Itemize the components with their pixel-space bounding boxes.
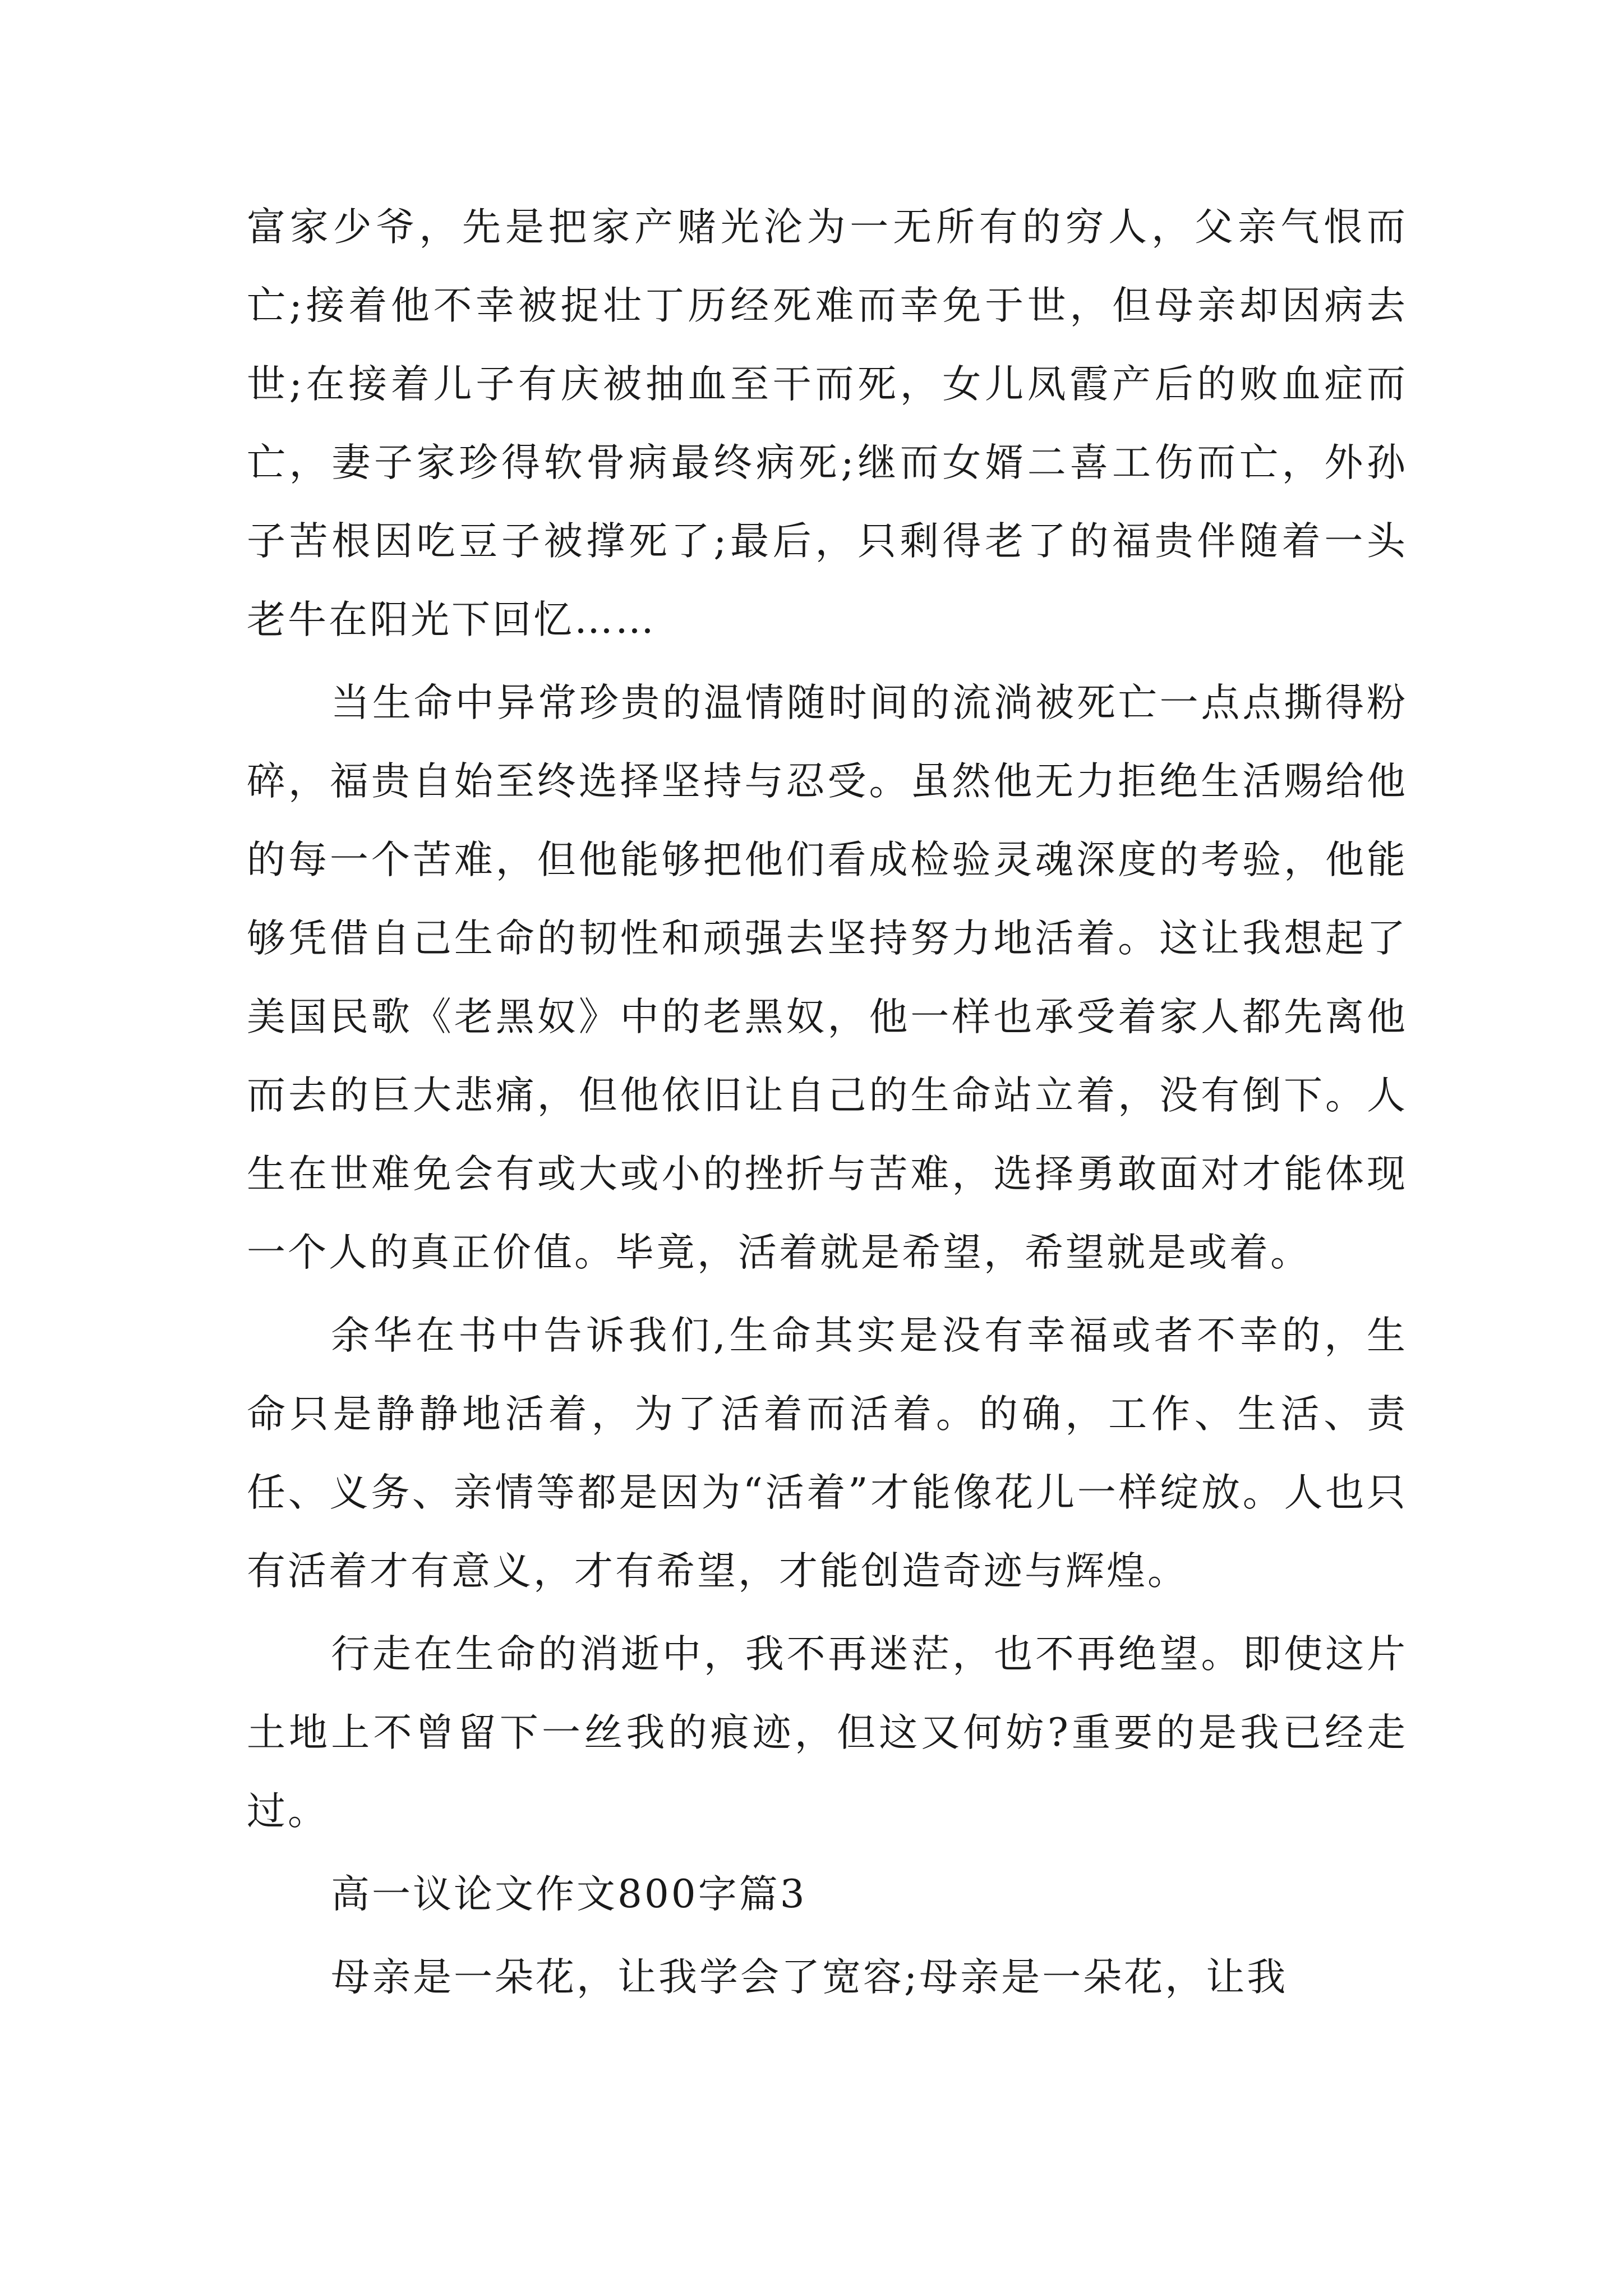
paragraph-walking-life: 行走在生命的消逝中，我不再迷茫，也不再绝望。即使这片土地上不曾留下一丝我的痕迹，但这又何妨?重要的是我已经走过。 xyxy=(247,1632,1408,1834)
paragraph-mother-flower: 母亲是一朵花，让我学会了宽容;母亲是一朵花，让我 xyxy=(331,1955,1288,2000)
section-heading: 高一议论文作文800字篇3 xyxy=(331,1872,807,1917)
paragraph-fugui-endurance: 当生命中异常珍贵的温情随时间的流淌被死亡一点点撕得粉碎，福贵自始至终选择坚持与忍受。虽然他无力拒绝生活赐给他的每一个苦难，但他能够把他们看成检验灵魂深度的考验，他能够凭借自己生命的韧性和顽强去坚持努力地活着。这让我想起了美国民歌《老黑奴》中的老黑奴，他一样也承受着家人都先离他而去的巨大悲痛，但他依旧让自己的生命站立着，没有倒下。人生在世难免会有或大或小的挫折与苦难，选择勇敢面对才能体现一个人的真正价值。毕竟，活着就是希望，希望就是或着。 xyxy=(247,680,1408,1275)
paragraph-continuation: 富家少爷，先是把家产赌光沦为一无所有的穷人，父亲气恨而亡;接着他不幸被捉壮丁历经死难而幸免于世，但母亲却因病去世;在接着儿子有庆被抽血至干而死，女儿凤霞产后的败血症而亡，妻子家珍得软骨病最终病死;继而女婿二喜工伤而亡，外孙子苦根因吃豆子被撑死了;最后，只剩得老了的福贵伴随着一头老牛在阳光下回忆…… xyxy=(247,205,1408,642)
paragraph-yuhua-message: 余华在书中告诉我们,生命其实是没有幸福或者不幸的，生命只是静静地活着，为了活着而活着。的确，工作、生活、责任、义务、亲情等都是因为“活着”才能像花儿一样绽放。人也只有活着才有意义，才有希望，才能创造奇迹与辉煌。 xyxy=(247,1313,1408,1594)
document-body xyxy=(247,188,1408,2017)
